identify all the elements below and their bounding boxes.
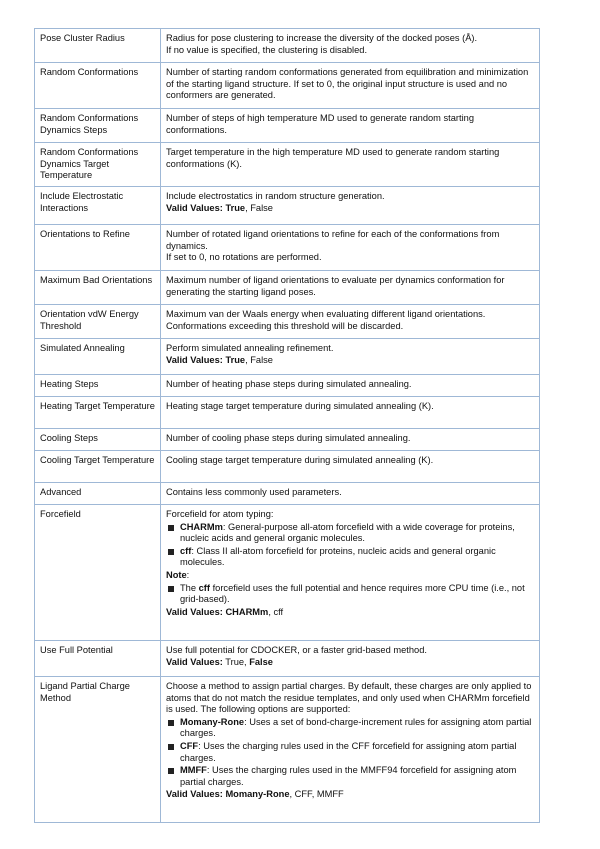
parameter-description: Number of starting random conformations generated from equilibration and minimization of the starting ligand structure. If set to 0, the original input structure is used and no conformers are generated. [161,63,540,109]
parameter-name: Cooling Steps [35,429,161,451]
bullet-square-icon [168,744,174,750]
parameter-description: Number of rotated ligand orientations to refine for each of the conformations from dynamics. If set to 0, no rotations are performed. [161,225,540,271]
list-item: MMFF: Uses the charging rules used in the MMFF94 forcefield for assigning atom partial charges. [166,765,534,788]
table-row [35,29,540,63]
parameter-name: Maximum Bad Orientations [35,271,161,305]
bullet-square-icon [168,768,174,774]
parameter-name: Forcefield [35,505,161,641]
bullet-square-icon [168,525,174,531]
table-row [35,305,540,339]
parameter-name: Random Conformations Dynamics Steps [35,109,161,143]
parameter-table [34,28,540,823]
parameter-name: Advanced [35,483,161,505]
parameter-name: Orientation vdW Energy Threshold [35,305,161,339]
parameter-description: Forcefield for atom typing: CHARMm: General-purpose all-atom forcefield with a wide coverage for proteins, nucleic acids and general organic molecules. cff: Class II all-atom forcefield for proteins, nucleic acids and general organic molecules. Note: The cff forcefield uses the full potential and hence requires more CPU time (i.e., not grid-based). Valid Values: CHARMm, cff [161,505,540,641]
parameter-name: Heating Steps [35,375,161,397]
table-row [35,63,540,109]
parameter-name: Include Electrostatic Interactions [35,187,161,225]
table-row [35,483,540,505]
valid-values: Valid Values: True, False [166,202,273,213]
table-row [35,641,540,677]
parameter-description: Contains less commonly used parameters. [161,483,540,505]
list-item: cff: Class II all-atom forcefield for proteins, nucleic acids and general organic molecules. [166,546,534,569]
list-item: Momany-Rone: Uses a set of bond-charge-increment rules for assigning atom partial charges. [166,717,534,740]
bullet-square-icon [168,549,174,555]
table-row [35,505,540,641]
parameter-description: Choose a method to assign partial charges. By default, these charges are only applied to atoms that do not match the residue templates, and only used when CHARMm forcefield is used. The following options are supported: Momany-Rone: Uses a set of bond-charge-increment rules for assigning atom partial charges. CFF: Uses the charging rules used in the CFF forcefield for assigning atom partial charges. MMFF: Uses the charging rules used in the MMFF94 forcefield for assigning atom partial charges. Valid Values: Momany-Rone, CFF, MMFF [161,677,540,823]
table-row [35,677,540,823]
parameter-description: Maximum number of ligand orientations to evaluate per dynamics conformation for generating the starting ligand poses. [161,271,540,305]
parameter-description: Perform simulated annealing refinement. Valid Values: True, False [161,339,540,375]
list-item: CFF: Uses the charging rules used in the CFF forcefield for assigning atom partial charges. [166,741,534,764]
parameter-name: Orientations to Refine [35,225,161,271]
parameter-description: Radius for pose clustering to increase the diversity of the docked poses (Å). If no value is specified, the clustering is disabled. [161,29,540,63]
list-item: The cff forcefield uses the full potential and hence requires more CPU time (i.e., not grid-based). [166,583,534,606]
valid-values: Valid Values: True, False [166,656,273,667]
table-row [35,271,540,305]
table-row [35,225,540,271]
valid-values: Valid Values: True, False [166,354,273,365]
table-row [35,451,540,483]
parameter-description: Include electrostatics in random structure generation. Valid Values: True, False [161,187,540,225]
parameter-name: Heating Target Temperature [35,397,161,429]
parameter-name: Simulated Annealing [35,339,161,375]
parameter-name: Ligand Partial Charge Method [35,677,161,823]
table-row [35,143,540,187]
parameter-description: Heating stage target temperature during simulated annealing (K). [161,397,540,429]
list-item: CHARMm: General-purpose all-atom forcefield with a wide coverage for proteins, nucleic acids and general organic molecules. [166,522,534,545]
parameter-name: Use Full Potential [35,641,161,677]
parameter-description: Number of cooling phase steps during simulated annealing. [161,429,540,451]
parameter-description: Number of steps of high temperature MD used to generate random starting conformations. [161,109,540,143]
bullet-square-icon [168,586,174,592]
note: Note: [166,569,190,580]
valid-values: Valid Values: CHARMm, cff [166,606,284,617]
table-row [35,109,540,143]
table-row [35,375,540,397]
table-row [35,397,540,429]
parameter-description: Use full potential for CDOCKER, or a faster grid-based method. Valid Values: True, False [161,641,540,677]
parameter-name: Random Conformations [35,63,161,109]
table-row [35,429,540,451]
table-row [35,187,540,225]
table-row [35,339,540,375]
parameter-description: Maximum van der Waals energy when evaluating different ligand orientations. Conformations exceeding this threshold will be discarded. [161,305,540,339]
parameter-description: Number of heating phase steps during simulated annealing. [161,375,540,397]
parameter-name: Pose Cluster Radius [35,29,161,63]
parameter-description: Cooling stage target temperature during simulated annealing (K). [161,451,540,483]
parameter-name: Random Conformations Dynamics Target Temperature [35,143,161,187]
parameter-name: Cooling Target Temperature [35,451,161,483]
valid-values: Valid Values: Momany-Rone, CFF, MMFF [166,789,344,800]
parameter-description: Target temperature in the high temperature MD used to generate random starting conformations (K). [161,143,540,187]
bullet-square-icon [168,720,174,726]
